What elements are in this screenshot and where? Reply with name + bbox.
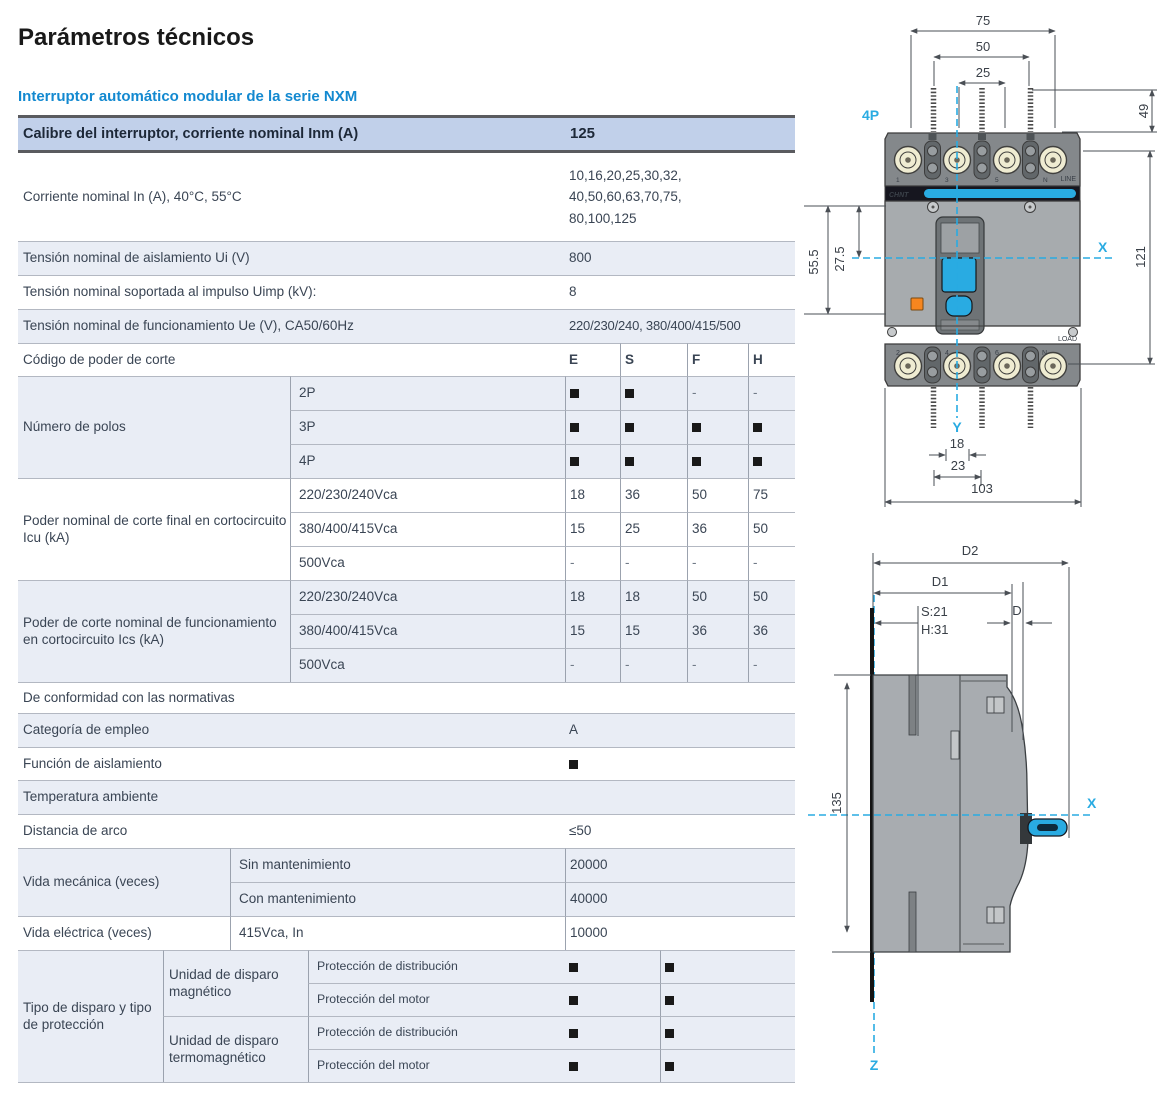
filled-square-marker [569, 1062, 578, 1071]
filled-square-marker [570, 457, 579, 466]
sub-label: 220/230/240Vca [290, 580, 565, 614]
row-value: - [687, 648, 748, 682]
sub-label: 500Vca [290, 546, 565, 580]
load-label: LOAD [1057, 336, 1077, 343]
dim-103: 103 [971, 481, 993, 496]
row-label: Distancia de arco [18, 814, 565, 848]
row-value [687, 444, 748, 478]
row-value: - [565, 546, 620, 580]
filled-square-marker [570, 423, 579, 432]
sub-label: Con mantenimiento [230, 882, 565, 916]
row-value: - [748, 546, 795, 580]
group-label: Poder nominal de corte final en cortocircuito Icu (kA) [18, 478, 290, 580]
filled-square-marker [625, 423, 634, 432]
row-label: Tensión nominal de funcionamiento Ue (V), CA50/60Hz [18, 309, 565, 343]
dim-d1: D1 [931, 574, 949, 589]
dim-d: D [1012, 603, 1022, 618]
dim-50: 50 [975, 39, 991, 54]
page-title: Parámetros técnicos [18, 24, 255, 51]
dim-s21: S:21 [921, 604, 948, 619]
sub-label: Protección del motor [308, 983, 565, 1016]
filled-square-marker [665, 963, 674, 972]
y-axis-label: Y [952, 419, 962, 435]
row-value [565, 950, 660, 983]
row-value [565, 747, 795, 780]
breaker-front-body [885, 133, 1080, 386]
row-label: De conformidad con las normativas [18, 682, 565, 713]
row-value: 8 [565, 275, 795, 309]
mounting-studs-bottom [934, 387, 1031, 428]
row-value [660, 983, 795, 1016]
filled-square-marker [753, 457, 762, 466]
filled-square-marker [692, 457, 701, 466]
row-value [565, 444, 620, 478]
group-label: Vida mecánica (veces) [18, 848, 230, 916]
filled-square-marker [625, 389, 634, 398]
row-label: Corriente nominal In (A), 40°C, 55°C [23, 188, 242, 204]
filled-square-marker [753, 423, 762, 432]
sub-label: Sin mantenimiento [230, 848, 565, 882]
front-view-drawing [800, 0, 1164, 540]
table-header-label: Calibre del interruptor, corriente nominal Inm (A) [18, 115, 565, 153]
row-value [660, 950, 795, 983]
dim-18: 18 [949, 436, 965, 451]
row-value: 50 [748, 512, 795, 546]
row-value: 20000 [565, 848, 795, 882]
sub-label: 380/400/415Vca [290, 614, 565, 648]
sub-label: 220/230/240Vca [290, 478, 565, 512]
dim-d2: D2 [961, 543, 979, 558]
filled-square-marker [569, 963, 578, 972]
dim-135: 135 [829, 792, 844, 814]
row-value: 220/230/240, 380/400/415/500 [565, 309, 795, 343]
row-value: - [748, 376, 795, 410]
row-value: ≤50 [565, 814, 795, 848]
dim-55-5: 55.5 [806, 249, 821, 275]
filled-square-marker [570, 389, 579, 398]
row-value: 36 [687, 614, 748, 648]
terminal-number: 4 [945, 350, 949, 357]
row-label: Función de aislamiento [18, 747, 565, 780]
terminal-number: 1 [896, 177, 900, 184]
row-value: - [620, 546, 687, 580]
row-value: 40000 [565, 882, 795, 916]
row-value [660, 1016, 795, 1049]
row-value: 10,16,20,25,30,32, 40,50,60,63,70,75, 80,100,125 [569, 167, 682, 226]
dim-49: 49 [1136, 103, 1151, 119]
terminal-number: 6 [995, 350, 999, 357]
dim-25: 25 [975, 65, 991, 80]
row-label: Tensión nominal de aislamiento Ui (V) [18, 241, 565, 275]
group2-label: Unidad de disparo magnético [163, 950, 308, 1016]
terminal-number: N [1043, 177, 1048, 184]
series-subtitle: Interruptor automático modular de la serie NXM [18, 88, 358, 105]
row-value: 800 [565, 241, 795, 275]
row-value: 50 [687, 478, 748, 512]
dim-27-5: 27.5 [832, 246, 847, 272]
row-value: 18 [620, 580, 687, 614]
row-value: 15 [620, 614, 687, 648]
sub-label: Protección del motor [308, 1049, 565, 1082]
sub-label: 380/400/415Vca [290, 512, 565, 546]
row-value: 10000 [565, 916, 795, 950]
row-label: Categoría de empleo [18, 713, 565, 747]
filled-square-marker [625, 457, 634, 466]
line-label: LINE [1060, 176, 1076, 183]
column-header: F [687, 343, 748, 376]
row-value [620, 444, 687, 478]
brand-accent-stripe [924, 189, 1076, 198]
sub-label: 500Vca [290, 648, 565, 682]
filled-square-marker [569, 996, 578, 1005]
dim-23: 23 [950, 458, 966, 473]
terminal-number: N [1042, 350, 1048, 357]
filled-square-marker [569, 1029, 578, 1038]
mounting-studs-top [934, 88, 1031, 132]
terminal-number: 3 [945, 177, 949, 184]
breaker-side-body [873, 675, 1067, 952]
column-header: E [565, 343, 620, 376]
group2-label: Unidad de disparo termomagnético [163, 1016, 308, 1082]
filled-square-marker [569, 760, 578, 769]
group-label: Tipo de disparo y tipo de protección [18, 950, 163, 1082]
row-label: Tensión nominal soportada al impulso Uimp (kV): [18, 275, 565, 309]
side-view-drawing [800, 540, 1164, 1094]
z-axis-label: Z [869, 1057, 879, 1073]
column-header: H [748, 343, 795, 376]
technical-parameters-table [18, 115, 795, 1083]
filled-square-marker [665, 996, 674, 1005]
row-value: 36 [687, 512, 748, 546]
group-label: Número de polos [18, 376, 290, 478]
row-value [565, 983, 660, 1016]
row-value: - [687, 376, 748, 410]
side-handle [1020, 813, 1067, 844]
row-value [687, 410, 748, 444]
row-value: - [620, 648, 687, 682]
sub-label: 4P [290, 444, 565, 478]
sub-label: 415Vca, In [230, 916, 565, 950]
sub-label: 2P [290, 376, 565, 410]
row-label: Temperatura ambiente [18, 780, 565, 814]
column-header: S [620, 343, 687, 376]
row-value: 36 [748, 614, 795, 648]
brand-logo: CHNT [889, 192, 909, 199]
handle-face [942, 258, 976, 292]
trip-indicator [911, 298, 923, 310]
row-value [565, 1016, 660, 1049]
row-value: 50 [687, 580, 748, 614]
row-label: Código de poder de corte [18, 343, 565, 376]
row-value [748, 444, 795, 478]
dim-75: 75 [975, 13, 991, 28]
sub-label: Protección de distribución [308, 1016, 565, 1049]
row-value [660, 1049, 795, 1082]
row-value: - [565, 648, 620, 682]
row-value: 18 [565, 478, 620, 512]
dim-121: 121 [1133, 246, 1148, 268]
row-value [565, 780, 795, 814]
row-value: A [565, 713, 795, 747]
terminal-number: 5 [995, 177, 999, 184]
sub-label: 3P [290, 410, 565, 444]
table-header-value: 125 [565, 115, 795, 153]
sub-label: Protección de distribución [308, 950, 565, 983]
filled-square-marker [665, 1062, 674, 1071]
filled-square-marker [665, 1029, 674, 1038]
row-value: 15 [565, 614, 620, 648]
row-value: 36 [620, 478, 687, 512]
row-value: - [748, 648, 795, 682]
dim-h31: H:31 [921, 622, 949, 637]
row-value: 50 [748, 580, 795, 614]
x-axis-label: X [1087, 795, 1097, 811]
filled-square-marker [692, 423, 701, 432]
row-value: 75 [748, 478, 795, 512]
x-axis-label: X [1098, 239, 1108, 255]
group-label: Vida eléctrica (veces) [18, 916, 230, 950]
pole-count-label: 4P [862, 107, 880, 123]
rocker-switch [936, 217, 984, 334]
row-value: 18 [565, 580, 620, 614]
row-value: 25 [620, 512, 687, 546]
row-value [565, 410, 620, 444]
row-value [748, 410, 795, 444]
row-value [565, 1049, 660, 1082]
row-value [565, 376, 620, 410]
row-value: 15 [565, 512, 620, 546]
group-label: Poder de corte nominal de funcionamiento en cortocircuito Ics (kA) [18, 580, 290, 682]
row-value [565, 682, 795, 713]
row-value: - [687, 546, 748, 580]
terminal-number: 2 [896, 350, 900, 357]
row-value [620, 410, 687, 444]
row-value [620, 376, 687, 410]
